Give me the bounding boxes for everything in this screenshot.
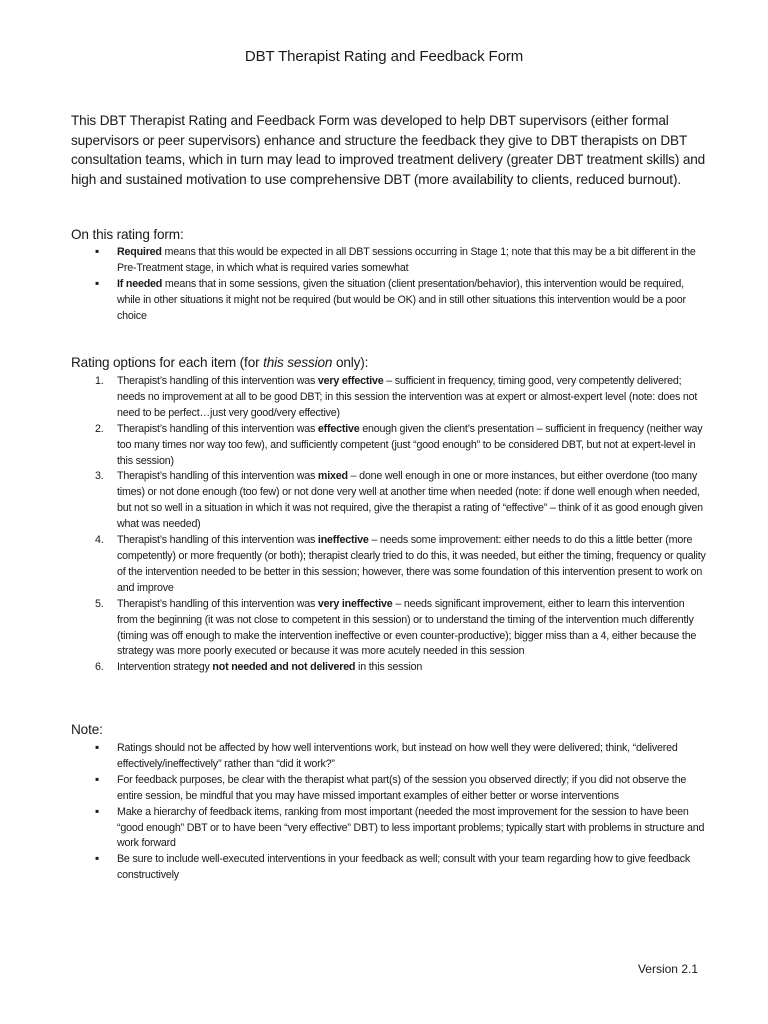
list-item: ▪ Ratings should not be affected by how well interventions work, but instead on how well they were delivered; think, “delivered effectively/ineffectively” rather than “did it work?” <box>95 741 707 773</box>
list-item: ▪ Make a hierarchy of feedback items, ranking from most important (needed the most improvement for the session to have been “good enough” DBT or to have been “very effective” DBT) to less important problems; typically start with problems in structure and work forward <box>95 805 707 853</box>
notes-heading: Note: <box>71 722 103 737</box>
page-title: DBT Therapist Rating and Feedback Form <box>244 48 524 65</box>
rating-options-heading: Rating options for each item (for this session only): <box>71 355 369 370</box>
rating-form-list <box>95 245 707 325</box>
list-item: 1. Therapist’s handling of this intervention was very effective – sufficient in frequency, timing good, very competently delivered; needs no improvement at all to be good DBT; in this session the intervention was at expert or almost-expert level (note: does not need to be perfect…just very good/very effective) <box>95 375 698 419</box>
list-item: 3. Therapist’s handling of this intervention was mixed – done well enough in one or more instances, but either overdone (too many times) or not done enough (too few) or not done very well at another time when needed (note: if done well enough when needed, but not so well in a situation in which it was not required, give the therapist a rating of “effective” – think of it as good enough given what was needed) <box>95 470 703 531</box>
list-item: 4. Therapist’s handling of this intervention was ineffective – needs some improvement: either needs to do this a little better (more competently) or more frequently (or both); therapist clearly tried to do this, it was needed, but either the timing, frequency or quality of the intervention needed to be better in this session; however, there was some foundation of this intervention present to work on and improve <box>95 534 706 594</box>
list-item: 2. Therapist’s handling of this intervention was effective enough given the client’s presentation – sufficient in frequency (neither way too many times nor way too few), and sufficiently competent (just “good enough” to be considered DBT, but not at expert-level in this session) <box>95 422 703 467</box>
list-item: 6. Intervention strategy not needed and not delivered in this session <box>95 661 423 674</box>
list-item: ▪ If needed means that in some sessions, given the situation (client presentation/behavior), this intervention would be required, while in other situations it might not be required (but would be OK) and in still other situations this intervention would be a poor choice <box>95 277 707 325</box>
list-item: 5. Therapist’s handling of this intervention was very ineffective – needs significant improvement, either to learn this intervention from the beginning (it was not close to competent in this session) or to understand the timing of the intervention much differently (timing was off enough to make the intervention ineffective or even counter-productive); bigger miss than a 4, either because the strategy was more poorly executed or because it was more acutely needed in this session <box>95 597 697 658</box>
rating-form-heading: On this rating form: <box>71 227 184 242</box>
notes-list <box>95 741 707 884</box>
rating-options-list <box>95 374 707 676</box>
intro-paragraph: This DBT Therapist Rating and Feedback Form was developed to help DBT supervisors (either formal supervisors or peer supervisors) enhance and structure the feedback they give to DBT therapists on DBT consultation teams, which in turn may lead to improved treatment delivery (greater DBT treatment skills) and high and sustained motivation to use comprehensive DBT (more availability to clients, reduced burnout). <box>71 113 706 187</box>
list-item: ▪ Required means that this would be expected in all DBT sessions occurring in Stage 1; note that this may be a bit different in the Pre-Treatment stage, in which what is required varies somewhat <box>95 245 707 277</box>
list-item: ▪ For feedback purposes, be clear with the therapist what part(s) of the session you observed directly; if you did not observe the entire session, be mindful that you may have missed important examples of either better or worse interventions <box>95 773 707 805</box>
version-label: Version 2.1 <box>637 962 698 976</box>
list-item: ▪ Be sure to include well-executed interventions in your feedback as well; consult with your team regarding how to give feedback constructively <box>95 852 707 884</box>
